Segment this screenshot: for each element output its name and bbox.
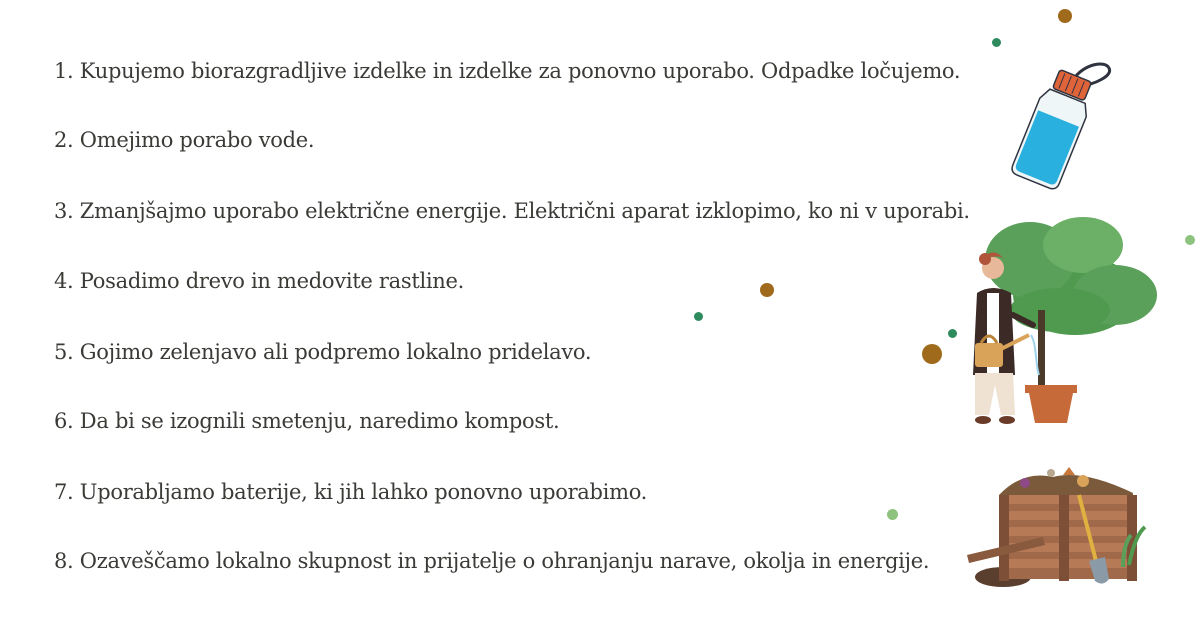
- tip-item-1: 1. Kupujemo biorazgradljive izdelke in izdelke za ponovno uporabo. Odpadke ločujemo.: [54, 59, 961, 83]
- tip-item-6: 6. Da bi se izognili smetenju, naredimo kompost.: [54, 409, 560, 433]
- tip-item-5: 5. Gojimo zelenjavo ali podpremo lokalno pridelavo.: [54, 340, 592, 364]
- woman-watering-tree-icon: [955, 215, 1165, 430]
- tip-item-7: 7. Uporabljamo baterije, ki jih lahko ponovno uporabimo.: [54, 480, 648, 504]
- decorative-dot: [887, 509, 898, 520]
- decorative-dot: [760, 283, 774, 297]
- tip-item-4: 4. Posadimo drevo in medovite rastline.: [54, 269, 465, 293]
- decorative-dot: [694, 312, 703, 321]
- decorative-dot: [1185, 235, 1195, 245]
- decorative-dot: [992, 38, 1001, 47]
- decorative-dot: [922, 344, 942, 364]
- tip-item-3: 3. Zmanjšajmo uporabo električne energije. Električni aparat izklopimo, ko ni v uporabi.: [54, 199, 970, 223]
- reusable-water-bottle-icon: [995, 60, 1120, 195]
- compost-bin-icon: [963, 465, 1148, 590]
- tip-item-2: 2. Omejimo porabo vode.: [54, 128, 315, 152]
- tip-item-8: 8. Ozaveščamo lokalno skupnost in prijatelje o ohranjanju narave, okolja in energije.: [54, 549, 930, 573]
- tips-list: [54, 0, 970, 628]
- decorative-dot: [1058, 9, 1072, 23]
